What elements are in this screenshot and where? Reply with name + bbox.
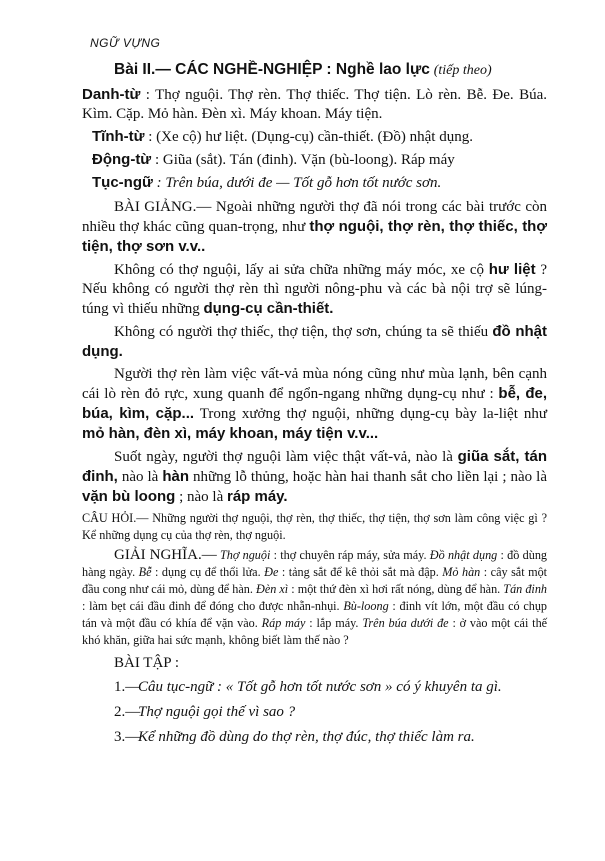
glossary-term: Đèn xì	[256, 582, 289, 596]
lesson-title-cont: (tiếp theo)	[433, 63, 492, 78]
exercise-text: Câu tục-ngữ : « Tốt gỗ hơn tốt nước sơn » có ý khuyên ta gì.	[138, 679, 502, 695]
lecture-bold-term: mỏ hàn, đèn xì, máy khoan, máy tiện v.v...	[82, 425, 379, 442]
vocab-verbs	[82, 150, 547, 170]
lecture-text: ? Nếu không có người thợ rèn thì người nông-phu và các bà nội trợ sẽ lúng-túng vì thiếu những	[82, 262, 548, 317]
glossary-term: Thợ nguội	[219, 548, 271, 562]
lecture-bold-term: hư liệt	[488, 261, 536, 278]
glossary-term: Trên búa dưới đe	[362, 616, 449, 630]
glossary-def: : một thứ đèn xì hơi rất nóng, dùng để hàn.	[291, 582, 501, 596]
vocab-proverb	[82, 173, 547, 193]
lecture-bold-term: giũa sắt, tán đinh,	[82, 448, 548, 485]
lecture-paragraph-4	[82, 365, 547, 444]
lecture-text: nào là	[121, 469, 159, 485]
glossary-term: Đe	[264, 565, 279, 579]
exercise-item-3	[82, 728, 547, 747]
vocab-verbs-label: Động-từ	[92, 151, 152, 168]
glossary-term: Ráp máy	[261, 616, 306, 630]
section-header: NGỮ VỰNG	[90, 36, 161, 50]
exercise-item-2	[82, 703, 547, 722]
vocab-nouns-text: : Thợ nguội. Thợ rèn. Thợ thiếc. Thợ tiện. Lò rèn. Bễ. Đe. Búa. Kìm. Cặp. Mỏ hàn. Đèn xì. Máy khoan. Máy tiện.	[82, 87, 547, 122]
lesson-title	[114, 60, 547, 81]
glossary-def: : cây sắt một đầu cong như cái mỏ, dùng để hàn.	[82, 565, 548, 596]
glossary-term: Tán đinh	[503, 582, 548, 596]
glossary-term: Bù-loong	[343, 599, 389, 613]
vocab-verbs-text: : Giũa (sắt). Tán (đinh). Vặn (bù-loong). Ráp máy	[154, 152, 455, 168]
glossary-intro: GIẢI NGHĨA.—	[114, 547, 217, 563]
lesson-title-text: Bài II.— CÁC NGHỀ-NGHIỆP : Nghề lao lực	[114, 61, 430, 78]
lecture-text: ; nào là	[179, 489, 224, 505]
vocab-proverb-text: : Trên búa, dưới đe — Tốt gỗ hơn tốt nước sơn.	[156, 175, 442, 191]
lecture-text: Suốt ngày, người thợ nguội làm việc thật vất-vả, nào là	[114, 449, 453, 465]
lecture-bold-term: đồ nhật dụng.	[82, 323, 548, 360]
glossary	[82, 547, 547, 649]
glossary-def: : đinh vít lớn, một đầu có chụp tán và một đầu có khía để vặn vào.	[82, 599, 548, 630]
lecture-text: Người thợ rèn làm việc vất-vả mùa nóng cũng như mùa lạnh, bên cạnh cái lò rèn đỏ rực, xung quanh để ngổn-ngang những dụng-cụ như :	[82, 366, 547, 402]
exercise-text: Thợ nguội gọi thế vì sao ?	[138, 704, 296, 720]
exercise-number: 1.—	[114, 679, 141, 695]
glossary-term: Bễ	[138, 565, 152, 579]
lecture-bold-term: ráp máy.	[226, 488, 288, 505]
lecture-bold-term: bễ, đe, búa, kìm, cặp...	[82, 385, 547, 422]
lecture-text: Trong xưởng thợ nguội, những dụng-cụ bày la-liệt như	[199, 406, 547, 422]
vocab-adjectives-label: Tĩnh-từ	[92, 128, 145, 145]
glossary-term: Mỏ hàn	[442, 565, 481, 579]
vocab-nouns-label: Danh-từ	[82, 86, 141, 103]
exercise-number: 2.—	[114, 704, 141, 720]
lecture-text: những lỗ thủng, hoặc hàn hai thanh sắt cho liền lại ; nào là	[193, 469, 548, 485]
lecture-bold-term: vặn bù loong	[82, 488, 176, 505]
vocab-adjectives-text: : (Xe cộ) hư liệt. (Dụng-cụ) cần-thiết. (Đồ) nhật dụng.	[148, 129, 473, 145]
vocab-adjectives	[82, 127, 547, 147]
lecture-bold-term: thợ nguội, thợ rèn, thợ thiếc, thợ tiện, thợ sơn v.v..	[82, 218, 548, 255]
lecture-paragraph-1	[82, 198, 547, 257]
exercise-item-1	[82, 678, 547, 697]
glossary-def: : lắp máy.	[309, 616, 359, 630]
lecture-paragraph-5	[82, 447, 547, 507]
glossary-def: : dụng cụ để thổi lửa.	[155, 565, 261, 579]
vocab-nouns	[82, 85, 547, 124]
lecture-bold-term: dụng-cụ cần-thiết.	[203, 300, 334, 317]
glossary-term: Đồ nhật dụng	[429, 548, 498, 562]
exercises-title: BÀI TẬP :	[114, 655, 180, 671]
exercise-number: 3.—	[114, 729, 141, 745]
glossary-def: : đồ dùng hàng ngày.	[82, 548, 548, 579]
lecture-text: Không có thợ nguội, lấy ai sửa chữa những máy móc, xe cộ	[114, 262, 484, 278]
glossary-def: : tảng sắt để kê thỏi sắt mà đập.	[281, 565, 439, 579]
lecture-text: BÀI GIẢNG.— Ngoài những người thợ đã nói trong các bài trước còn nhiều thợ khác cũng quan-trọng, như	[82, 199, 547, 235]
exercise-text: Kể những đồ dùng do thợ rèn, thợ đúc, thợ thiếc làm ra.	[138, 729, 475, 745]
lecture-bold-term: hàn	[162, 468, 190, 485]
glossary-def: : ở vào một cái thế khó khăn, giữa hai sức mạnh, không biết làm thế nào ?	[82, 616, 548, 647]
vocab-proverb-label: Tục-ngữ	[92, 174, 153, 191]
glossary-def: : thợ chuyên ráp máy, sửa máy.	[273, 548, 427, 562]
lecture-text: Không có người thợ thiếc, thợ tiện, thợ sơn, chúng ta sẽ thiếu	[114, 324, 489, 340]
questions: CÂU HỎI.— Những người thợ nguội, thợ rèn, thợ thiếc, thợ tiện, thợ sơn làm công việc gì ? Kể những dụng cụ của thợ rèn, thợ nguội.	[82, 511, 547, 542]
lecture-paragraph-3	[82, 322, 547, 362]
glossary-def: : làm bẹt cái đầu đinh để đóng cho được nhẵn-nhụi.	[82, 599, 340, 613]
lecture-paragraph-2	[82, 260, 547, 319]
